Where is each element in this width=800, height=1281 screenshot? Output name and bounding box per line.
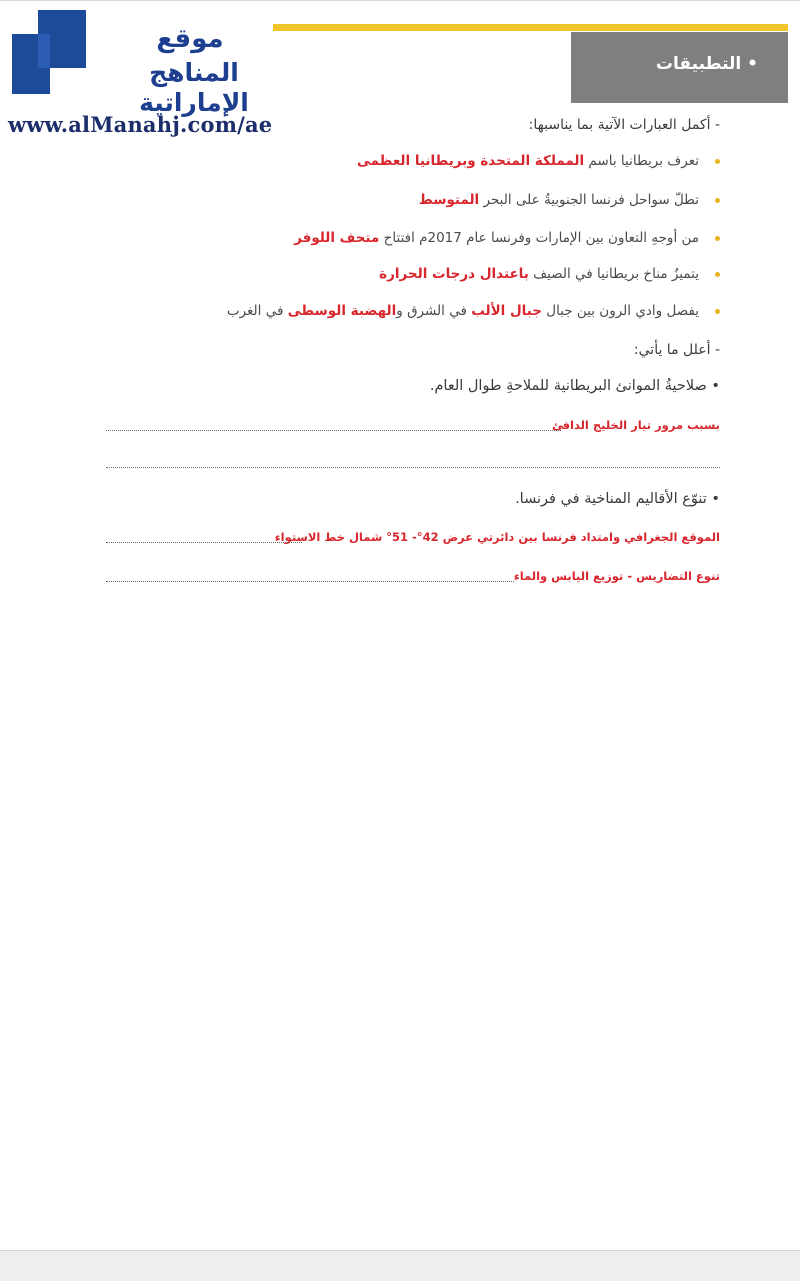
answer-dotted-line: [106, 467, 720, 468]
answer-dotted-line: [106, 581, 514, 582]
header-accent-line: [273, 24, 788, 31]
answer-text: المتوسط: [418, 192, 480, 208]
list-item: يتميزُ مناخ بريطانيا في الصيف باعتدال درجات الحرارة: [379, 266, 720, 282]
site-url-link[interactable]: www.alManahj.com/ae: [8, 112, 273, 137]
answer-dotted-line: [106, 430, 561, 431]
list-item: يفصل وادي الرون بين جبال جبال الألب في الشرق والهضبة الوسطى في الغرب: [227, 303, 720, 319]
complete-heading: - أكمل العبارات الآتية بما يناسبها:: [528, 117, 720, 133]
list-item: تعرف بريطانيا باسم المملكة المتحدة وبريطانيا العظمى: [357, 153, 720, 169]
bullet-icon: [715, 198, 720, 203]
question-2-answer-1: الموقع الجغرافي وامتداد فرنسا بين دائرتي عرض 42°- 51° شمال خط الاستواء: [274, 530, 720, 544]
logo-title-line1: موقع: [156, 24, 224, 54]
section-title: • التطبيقات: [655, 54, 758, 74]
bottom-bar: [0, 1250, 800, 1281]
question-2-answer-2: تنوع التضاريس - توزيع اليابس والماء: [513, 569, 720, 583]
logo-title-line2: المناهج الإماراتية: [139, 58, 249, 117]
answer-text: جبال الألب: [471, 303, 542, 319]
bullet-icon: [715, 309, 720, 314]
list-item: تطلّ سواحل فرنسا الجنوبيةُ على البحر المتوسط: [419, 192, 720, 208]
explain-heading: - أعلل ما يأتي:: [633, 342, 720, 358]
bullet-icon: [715, 272, 720, 277]
bullet-icon: [715, 236, 720, 241]
answer-text: باعتدال درجات الحرارة: [379, 266, 529, 282]
list-item: من أوجهِ التعاون بين الإمارات وفرنسا عام 2017م افتتاح متحف اللوفر: [294, 230, 720, 246]
answer-text: متحف اللوفر: [294, 230, 380, 246]
section-tab: [571, 32, 788, 103]
page-top-border: [0, 0, 800, 1]
question-1-answer: بسبب مرور تيار الخليج الدافئ: [551, 418, 720, 432]
question-2-title: • تنوّع الأقاليم المناخية في فرنسا.: [515, 491, 720, 507]
bullet-icon: [715, 159, 720, 164]
answer-text: الهضبة الوسطى: [287, 303, 397, 319]
site-logo-icon: [12, 10, 86, 94]
answer-text: المملكة المتحدة وبريطانيا العظمى: [356, 153, 585, 169]
answer-dotted-line: [106, 542, 302, 543]
question-1-title: • صلاحيةُ الموانئ البريطانية للملاحةِ طوال العام.: [429, 378, 720, 394]
